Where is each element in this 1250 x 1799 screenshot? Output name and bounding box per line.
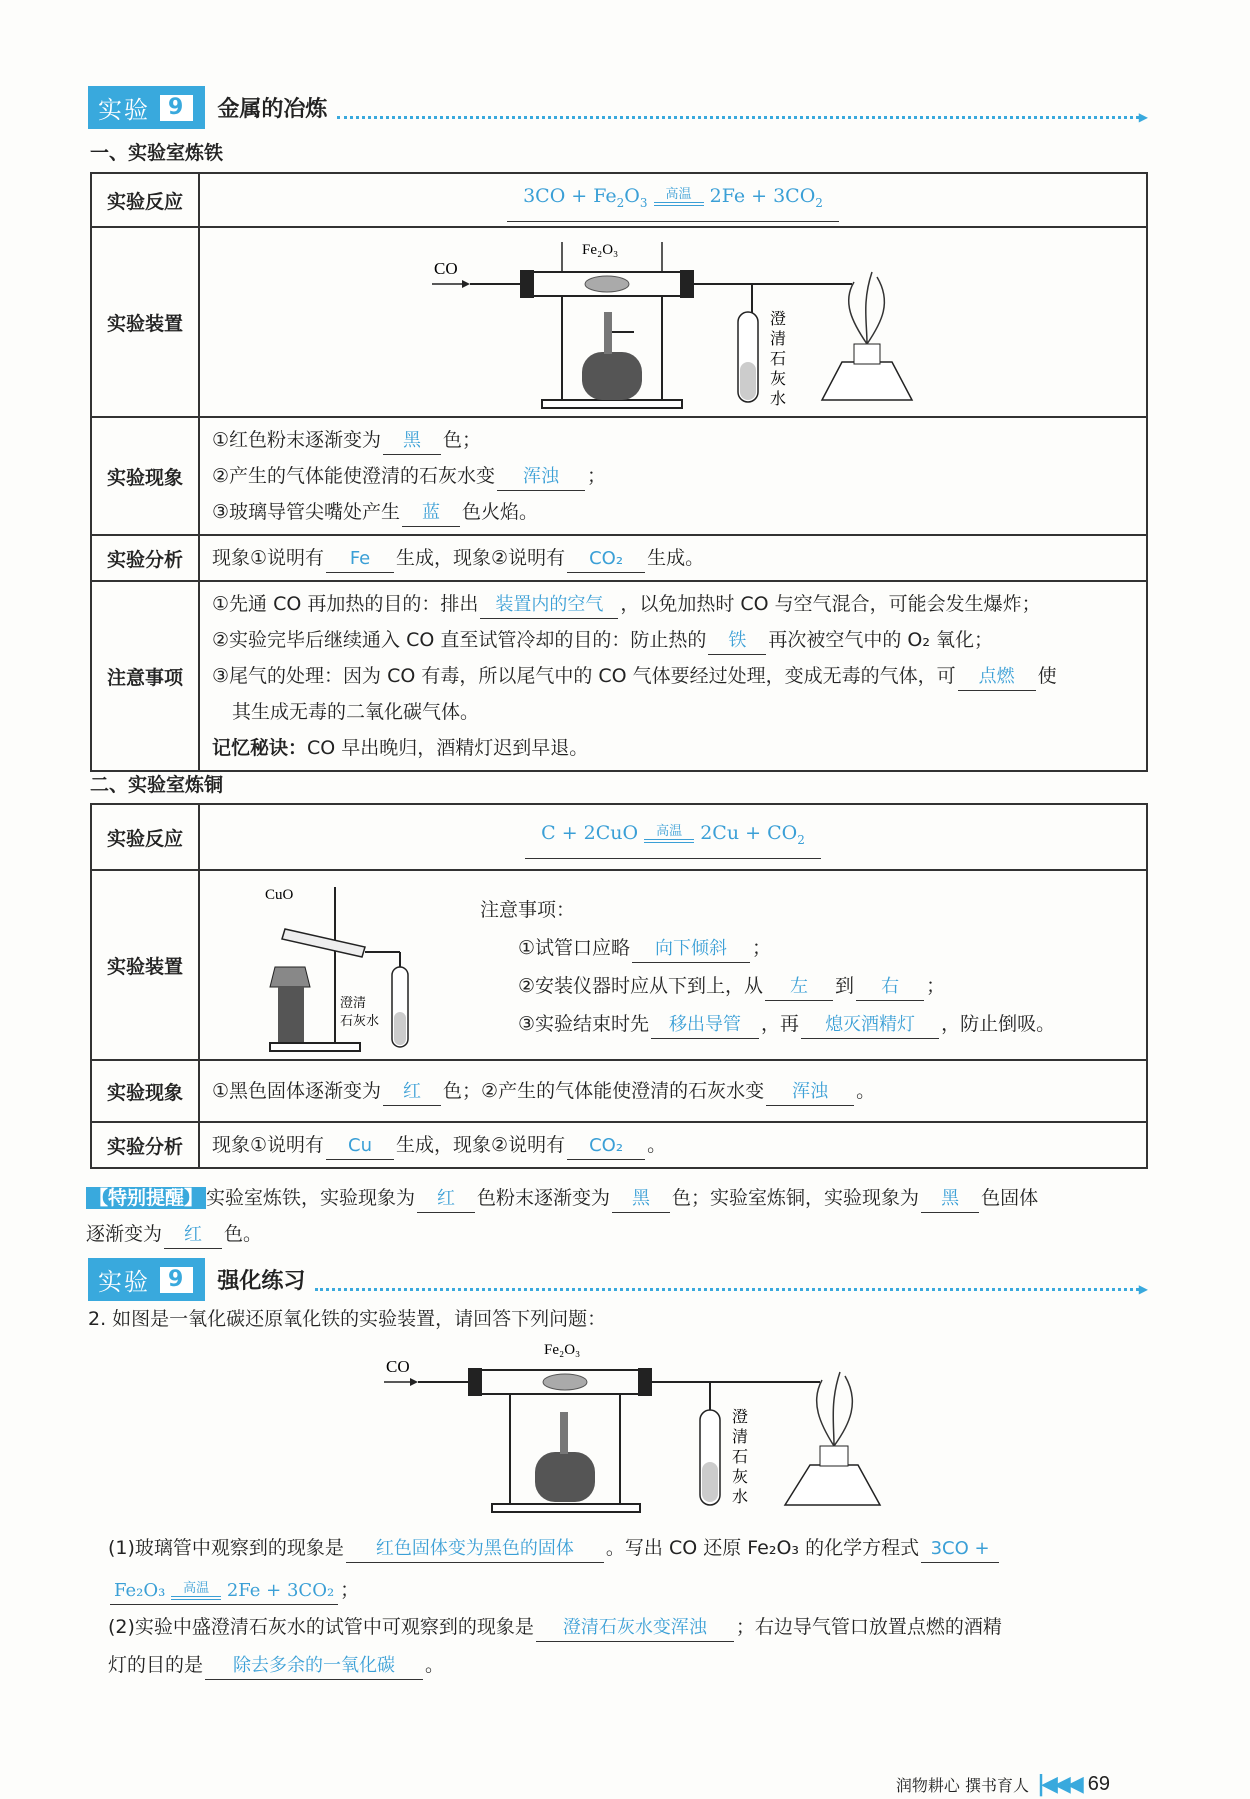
answer-blank: 除去多余的一氧化碳 <box>205 1653 423 1680</box>
iron-notes: ①先通 CO 再加热的目的：排出 装置内的空气 ，以免加热时 CO 与空气混合，可能会发生爆炸； ②实验完毕后继续通入 CO 直至试管冷却的目的：防止热的 铁 再次被空气中的 O₂ 氧化； ③尾气的处理：因为 CO 有毒，所以尾气中的 CO 气体要经过处理，变成无毒的气体，可 点燃 使 其生成无毒的二氧化碳气体。 记忆秘诀：CO 早出晚归，酒精灯迟到早退。 <box>199 581 1147 771</box>
iron-analysis: 现象①说明有 Fe 生成，现象②说明有 CO₂ 生成。 <box>199 535 1147 581</box>
page-footer <box>896 1772 1110 1797</box>
question-part1: (1)玻璃管中观察到的现象是 红色固体变为黑色的固体 。写出 CO 还原 Fe₂O₃ 的化学方程式 3CO + <box>108 1528 1148 1568</box>
footer-slogan: 润物耕心 撰书育人 <box>895 1776 1029 1795</box>
answer-blank: 浑浊 <box>766 1079 854 1106</box>
answer-blank: 红 <box>383 1079 441 1106</box>
limewater-char: 灰 <box>770 371 787 388</box>
copper-apparatus-diagram <box>260 877 460 1057</box>
question-apparatus-diagram <box>380 1340 1140 1520</box>
special-reminder: 【特别提醒】 实验室炼铁，实验现象为 红 色粉末逐渐变为 黑 色；实验室炼铜，实验现象为 黑 色固体 逐渐变为 红 色。 <box>86 1180 1148 1252</box>
answer-blank: 蓝 <box>402 500 460 527</box>
iron-apparatus-cell <box>199 227 1147 417</box>
label-phenomenon: 实验现象 <box>91 1060 199 1122</box>
answer-blank: CO₂ <box>567 1133 645 1160</box>
section-tag: 实验 9 <box>88 1258 205 1301</box>
limewater-char: 清 <box>770 331 787 348</box>
section-header <box>88 86 1148 129</box>
label-phenomenon: 实验现象 <box>91 417 199 535</box>
notes-title: 注意事项： <box>480 899 576 921</box>
copper-table <box>90 803 1148 1169</box>
fe2o3-label: Fe₂O₃ <box>582 242 619 258</box>
part1-heading: 一、实验室炼铁 <box>90 142 224 164</box>
co-label: CO <box>386 1357 410 1376</box>
label-reaction: 实验反应 <box>91 173 199 227</box>
limewater-char: 澄 <box>770 311 787 328</box>
answer-blank: Fe <box>326 546 394 573</box>
limewater-label: 石灰水 <box>340 1013 380 1028</box>
iron-apparatus-diagram <box>422 232 982 412</box>
iron-equation: $3CO + Fe_2O_3$ 高温 $2Fe + 3CO_2$ <box>199 173 1147 227</box>
section-title: 强化练习 <box>217 1269 306 1294</box>
limewater-char: 水 <box>770 391 787 408</box>
dotted-divider <box>315 1288 1138 1291</box>
section-header <box>88 1258 1148 1301</box>
section-title: 金属的冶炼 <box>217 97 328 122</box>
answer-blank: 左 <box>765 974 833 1001</box>
answer-blank: 向下倾斜 <box>632 936 750 963</box>
rewind-arrows-icon: |◀◀◀ <box>1036 1772 1080 1797</box>
answer-blank: 点燃 <box>958 664 1036 691</box>
section-tag: 实验 9 <box>88 86 205 129</box>
question-stem: 2. 如图是一氧化碳还原氧化铁的实验装置，请回答下列问题： <box>88 1308 607 1330</box>
label-apparatus: 实验装置 <box>91 870 199 1060</box>
answer-blank: 黑 <box>383 428 441 455</box>
dotted-divider <box>337 116 1138 119</box>
answer-blank: 移出导管 <box>651 1012 759 1039</box>
limewater-char: 石 <box>770 351 787 368</box>
copper-phenomenon: ①黑色固体逐渐变为 红 色；②产生的气体能使澄清的石灰水变 浑浊 。 <box>199 1060 1147 1122</box>
copper-apparatus-cell: CuO 澄清 石灰水 注意事项： ①试管口应略 向下倾斜 ； ②安装仪器时应从下到上，从 左 到 右 ； ③实验结束时先 移出导管 ，再 熄灭酒精灯 ，防止倒吸。 <box>199 870 1147 1060</box>
answer-blank: Cu <box>326 1133 394 1160</box>
question-part2: (2)实验中盛澄清石灰水的试管中可观察到的现象是 澄清石灰水变浑浊 ；右边导气管口放置点燃的酒精 灯的目的是 除去多余的一氧化碳 。 <box>108 1608 1148 1684</box>
limewater-char: 灰 <box>732 1469 749 1486</box>
arrow-icon: ▶ <box>1138 1281 1148 1296</box>
answer-blank: 熄灭酒精灯 <box>801 1012 939 1039</box>
label-analysis: 实验分析 <box>91 1122 199 1168</box>
answer-blank: 黑 <box>612 1186 670 1213</box>
answer-blank: 右 <box>856 974 924 1001</box>
limewater-label: 澄清 <box>340 995 367 1010</box>
part2-heading: 二、实验室炼铜 <box>90 774 224 796</box>
iron-table <box>90 172 1148 772</box>
answer-blank: 红 <box>417 1186 475 1213</box>
co-label: CO <box>434 259 458 278</box>
cuo-label: CuO <box>265 887 294 903</box>
answer-blank: CO₂ <box>567 546 645 573</box>
limewater-char: 石 <box>732 1449 749 1466</box>
label-reaction: 实验反应 <box>91 804 199 870</box>
limewater-char: 清 <box>732 1429 749 1446</box>
fe2o3-label: Fe₂O₃ <box>544 1342 581 1358</box>
answer-blank: 浑浊 <box>497 464 585 491</box>
copper-analysis: 现象①说明有 Cu 生成，现象②说明有 CO₂ 。 <box>199 1122 1147 1168</box>
copper-equation: C + 2CuO 高温 $2Cu + CO_2$ <box>199 804 1147 870</box>
question-equation-cont: Fe₂O₃ 高温 2Fe + 3CO₂ ； <box>108 1570 359 1610</box>
answer-blank: 红色固体变为黑色的固体 <box>346 1536 604 1563</box>
answer-blank: 澄清石灰水变浑浊 <box>536 1615 734 1642</box>
label-apparatus: 实验装置 <box>91 227 199 417</box>
answer-blank: 黑 <box>921 1186 979 1213</box>
answer-blank: 3CO + <box>921 1536 999 1563</box>
note-continuation: 其生成无毒的二氧化碳气体。 <box>232 701 480 723</box>
label-notes: 注意事项 <box>91 581 199 771</box>
arrow-icon: ▶ <box>1138 109 1148 124</box>
answer-blank: 铁 <box>708 628 766 655</box>
iron-phenomenon: ①红色粉末逐渐变为 黑 色； ②产生的气体能使澄清的石灰水变 浑浊 ； ③玻璃导管尖嘴处产生 蓝 色火焰。 <box>199 417 1147 535</box>
section-number: 9 <box>158 1265 195 1295</box>
limewater-char: 澄 <box>732 1409 749 1426</box>
reminder-tag: 【特别提醒】 <box>86 1187 206 1209</box>
page-number: 69 <box>1087 1773 1110 1795</box>
answer-blank: 装置内的空气 <box>480 592 618 619</box>
answer-blank: 红 <box>164 1222 222 1249</box>
label-analysis: 实验分析 <box>91 535 199 581</box>
limewater-char: 水 <box>732 1489 749 1506</box>
section-number: 9 <box>158 93 195 123</box>
